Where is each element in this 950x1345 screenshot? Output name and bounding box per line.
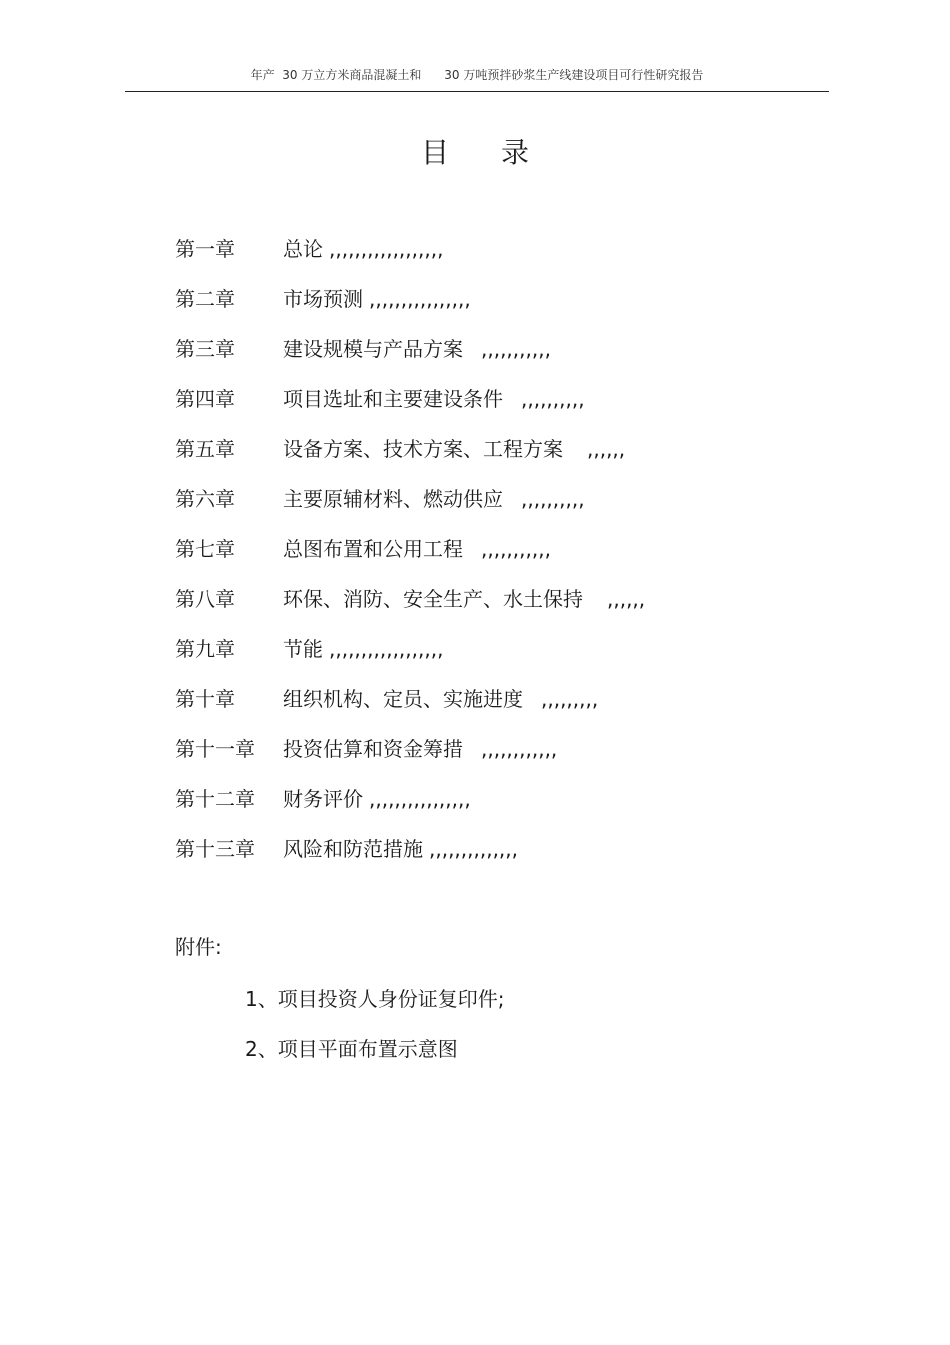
toc-chapter-title: 建设规模与产品方案 (283, 337, 463, 361)
toc-chapter-title: 设备方案、技术方案、工程方案 (283, 437, 563, 461)
toc-chapter-title: 总图布置和公用工程 (283, 537, 463, 561)
toc-chapter-number: 第十章 (175, 687, 235, 711)
table-of-contents (175, 230, 645, 880)
toc-chapter-title: 投资估算和资金筹措 (283, 737, 463, 761)
attachments-list (245, 980, 504, 1080)
toc-entry-1[interactable] (175, 230, 645, 280)
toc-entry-13[interactable] (175, 830, 645, 880)
toc-leader: ,,,,,,,,,,, (481, 537, 551, 561)
toc-entry-12[interactable] (175, 780, 645, 830)
attachment-item[interactable]: 2、项目平面布置示意图 (245, 1037, 458, 1061)
toc-leader: ,,,,,,,,, (541, 687, 599, 711)
toc-chapter-number: 第四章 (175, 387, 235, 411)
toc-entry-9[interactable] (175, 630, 645, 680)
toc-chapter-title: 市场预测 (283, 287, 363, 311)
toc-leader: ,,,,,,,,,,,,,, (429, 837, 519, 861)
toc-entry-8[interactable] (175, 580, 645, 630)
toc-entry-3[interactable] (175, 330, 645, 380)
toc-entry-10[interactable] (175, 680, 645, 730)
toc-entry-5[interactable] (175, 430, 645, 480)
toc-chapter-title: 节能 (283, 637, 323, 661)
toc-leader: ,,,,,,,,,, (521, 487, 585, 511)
toc-chapter-title: 项目选址和主要建设条件 (283, 387, 503, 411)
toc-chapter-number: 第一章 (175, 237, 235, 261)
toc-chapter-number: 第十二章 (175, 787, 255, 811)
toc-chapter-title: 财务评价 (283, 787, 363, 811)
attachment-item[interactable]: 1、项目投资人身份证复印件; (245, 987, 505, 1011)
toc-entry-7[interactable] (175, 530, 645, 580)
header-rule (125, 91, 829, 92)
toc-leader: ,,,,,, (607, 587, 646, 611)
toc-chapter-number: 第五章 (175, 437, 235, 461)
toc-chapter-number: 第七章 (175, 537, 235, 561)
toc-chapter-title: 组织机构、定员、实施进度 (283, 687, 523, 711)
toc-chapter-title: 风险和防范措施 (283, 837, 423, 861)
toc-leader: ,,,,,,,,,,,,,,,, (369, 287, 471, 311)
toc-entry-2[interactable] (175, 280, 645, 330)
toc-leader: ,,,,,,,,,, (521, 387, 585, 411)
toc-chapter-number: 第三章 (175, 337, 235, 361)
toc-entry-11[interactable] (175, 730, 645, 780)
toc-chapter-number: 第二章 (175, 287, 235, 311)
toc-leader: ,,,,,,,,,,, (481, 337, 551, 361)
toc-entry-6[interactable] (175, 480, 645, 530)
toc-chapter-title: 主要原辅材料、燃动供应 (283, 487, 503, 511)
running-header: 年产 30 万立方米商品混凝土和 30 万吨预拌砂浆生产线建设项目可行性研究报告 (250, 68, 704, 82)
toc-chapter-number: 第十三章 (175, 837, 255, 861)
toc-leader: ,,,,,, (587, 437, 626, 461)
toc-chapter-title: 环保、消防、安全生产、水土保持 (283, 587, 583, 611)
toc-chapter-number: 第九章 (175, 637, 235, 661)
toc-leader: ,,,,,,,,,,,,,,,, (369, 787, 471, 811)
toc-leader: ,,,,,,,,,,,,,,,,,, (329, 237, 444, 261)
page-title: 目录 (420, 136, 581, 169)
toc-chapter-number: 第八章 (175, 587, 235, 611)
toc-chapter-number: 第十一章 (175, 737, 255, 761)
toc-chapter-number: 第六章 (175, 487, 235, 511)
toc-entry-4[interactable] (175, 380, 645, 430)
toc-leader: ,,,,,,,,,,,,,,,,,, (329, 637, 444, 661)
attachments-heading: 附件: (175, 935, 222, 959)
toc-leader: ,,,,,,,,,,,, (481, 737, 558, 761)
toc-chapter-title: 总论 (283, 237, 323, 261)
